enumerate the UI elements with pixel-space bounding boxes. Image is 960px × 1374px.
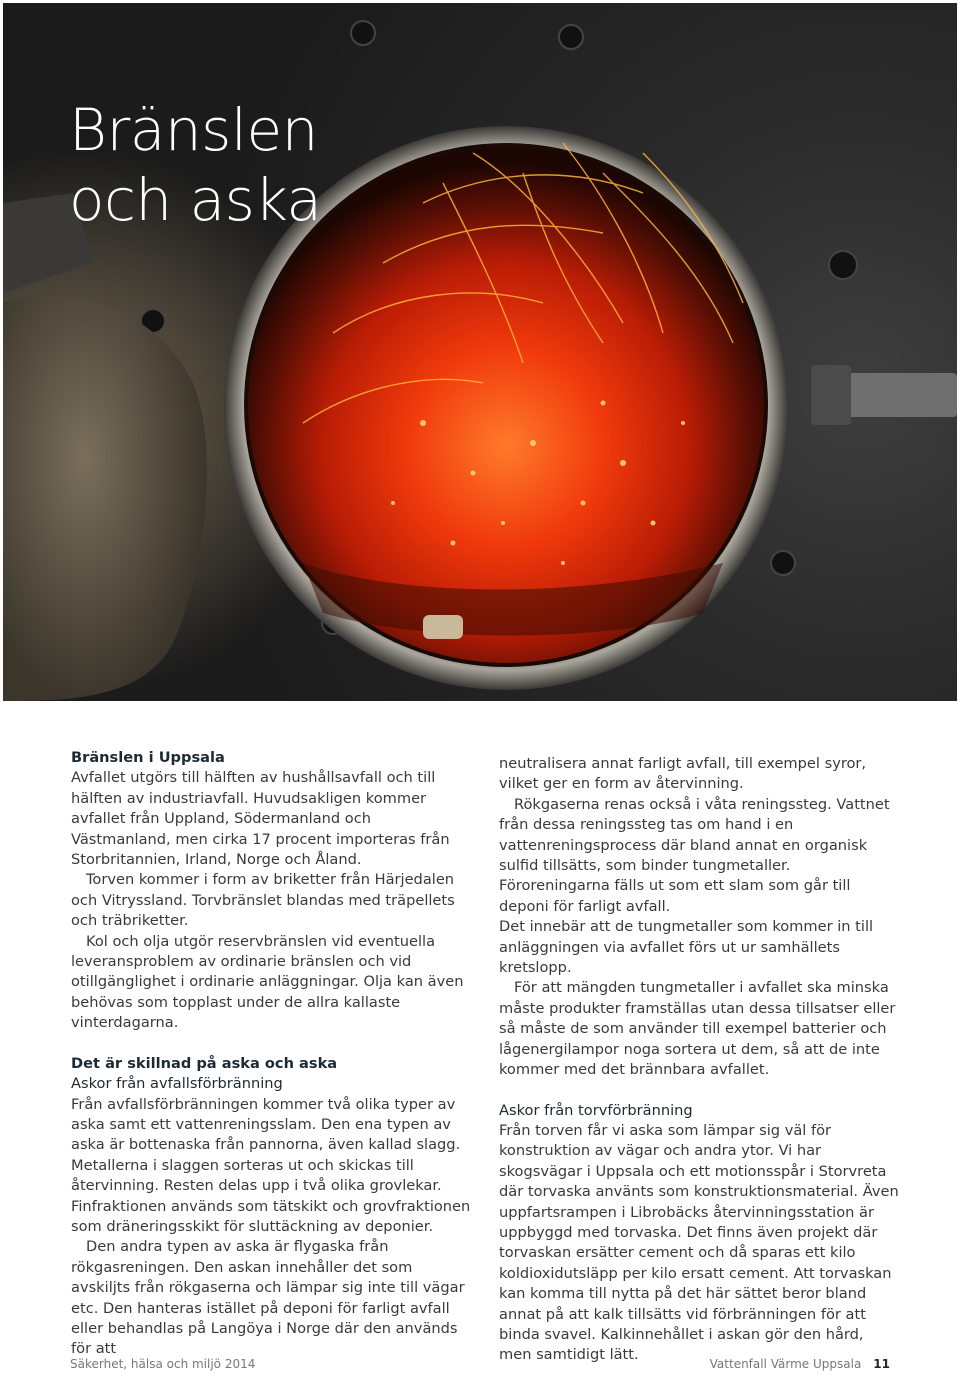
title-line-2: och aska [69, 166, 322, 234]
footer-right [710, 1356, 890, 1372]
paragraph-waste-origin: Avfallet utgörs till hälften av hushållsavfall och till hälften av industriavfall. Huvudsakligen kommer avfallet från Uppland, Södermanland och Västmanland, men cirka 17 procent importeras från Storbritannien, Irland, Norge och Åland. [71, 769, 450, 869]
left-column [71, 748, 471, 1360]
subheading-waste-ash: Askor från avfallsförbränning [71, 1075, 283, 1093]
subheading-peat-ash: Askor från torvförbränning [499, 1101, 693, 1119]
paragraph-fly-ash: Den andra typen av aska är flygaska från rökgasreningen. Den askan innehåller det som avskiljts från rökgaserna och lämpar sig inte till vägar etc. Den hanteras istället på deponi för farligt avfall eller behandlas på Langöya i Norge där den används för att [71, 1238, 465, 1358]
page-number: 11 [873, 1357, 890, 1371]
paragraph-coal-oil: Kol och olja utgör reservbränslen vid eventuella leveransproblem av ordinarie bränslen och vid otillgänglighet i ordinarie anläggningar. Olja kan även behövas som topplast under de allra kallaste vinterdagarna. [71, 932, 464, 1032]
paragraph-flue-gas: Rökgaserna renas också i våta reningssteg. Vattnet från dessa reningssteg tas om hand i en vattenreningsprocess där bland annat en organisk sulfid tillsätts, som binder tungmetaller. Föroreningarna fälls ut som ett slam som går till deponi för farligt avfall. [499, 795, 890, 915]
paragraph-heavy-metals: Det innebär att de tungmetaller som kommer in till anläggningen via avfallet förs ut ur samhällets kretslopp. [499, 918, 874, 977]
paragraph-sorting: För att mängden tungmetaller i avfallet ska minska måste produkter framställas utan dessa tillsatser eller så måste de som använder till exempel batterier och lågenergilampor noga sortera ut dem, så att de inte kommer med det brännbara avfallet. [499, 979, 896, 1079]
footer-company: Vattenfall Värme Uppsala [709, 1357, 862, 1371]
right-column [499, 754, 899, 1366]
title-line-1: Bränslen [69, 96, 318, 164]
paragraph-bottom-ash: Från avfallsförbränningen kommer två olika typer av aska samt ett vattenreningsslam. Den ena typen av aska är bottenaska från pannorna, även kallad slagg. Metallerna i slaggen sorteras ut och skickas till återvinning. Resten delas upp i två olika grovlekar. Finfraktionen används som tätskikt och grovfraktionen som dräneringsskikt för sluttäckning av deponier. [71, 1095, 471, 1235]
section-heading-fuels: Bränslen i Uppsala [71, 749, 225, 766]
hero-image [3, 3, 957, 701]
ash-lump [3, 296, 207, 701]
section-heading-ash: Det är skillnad på aska och aska [71, 1054, 338, 1072]
paragraph-neutralize: neutralisera annat farligt avfall, till exempel syror, vilket ger en form av återvinning. [499, 755, 867, 793]
paragraph-peat: Torven kommer i form av briketter från Härjedalen och Vitryssland. Torvbränslet blandas med träpellets och träbriketter. [71, 871, 455, 930]
rim-latch [423, 615, 463, 639]
footer-publication: Säkerhet, hälsa och miljö 2014 [70, 1357, 256, 1371]
paragraph-peat-ash: Från torven får vi aska som lämpar sig väl för konstruktion av vägar och andra ytor. Vi har skogsvägar i Uppsala och ett motionsspår i Storvreta där torvaska använts som konstruktionsmaterial. Även uppfartsrampen i Librobäcks återvinningsstation är uppbyggd med torvaska. Det finns även projekt där torvaskan ersätter cement och då sparas ett kilo koldioxidutsläpp per kilo ersatt cement. Att torvaskan kan komma till nytta på det här sättet beror bland annat på att kalk tillsätts vid förbränningen för att binda svavel. Kalkinnehållet i askan gör den hård, men samtidigt lätt. [499, 1121, 899, 1364]
page-title [69, 95, 321, 235]
